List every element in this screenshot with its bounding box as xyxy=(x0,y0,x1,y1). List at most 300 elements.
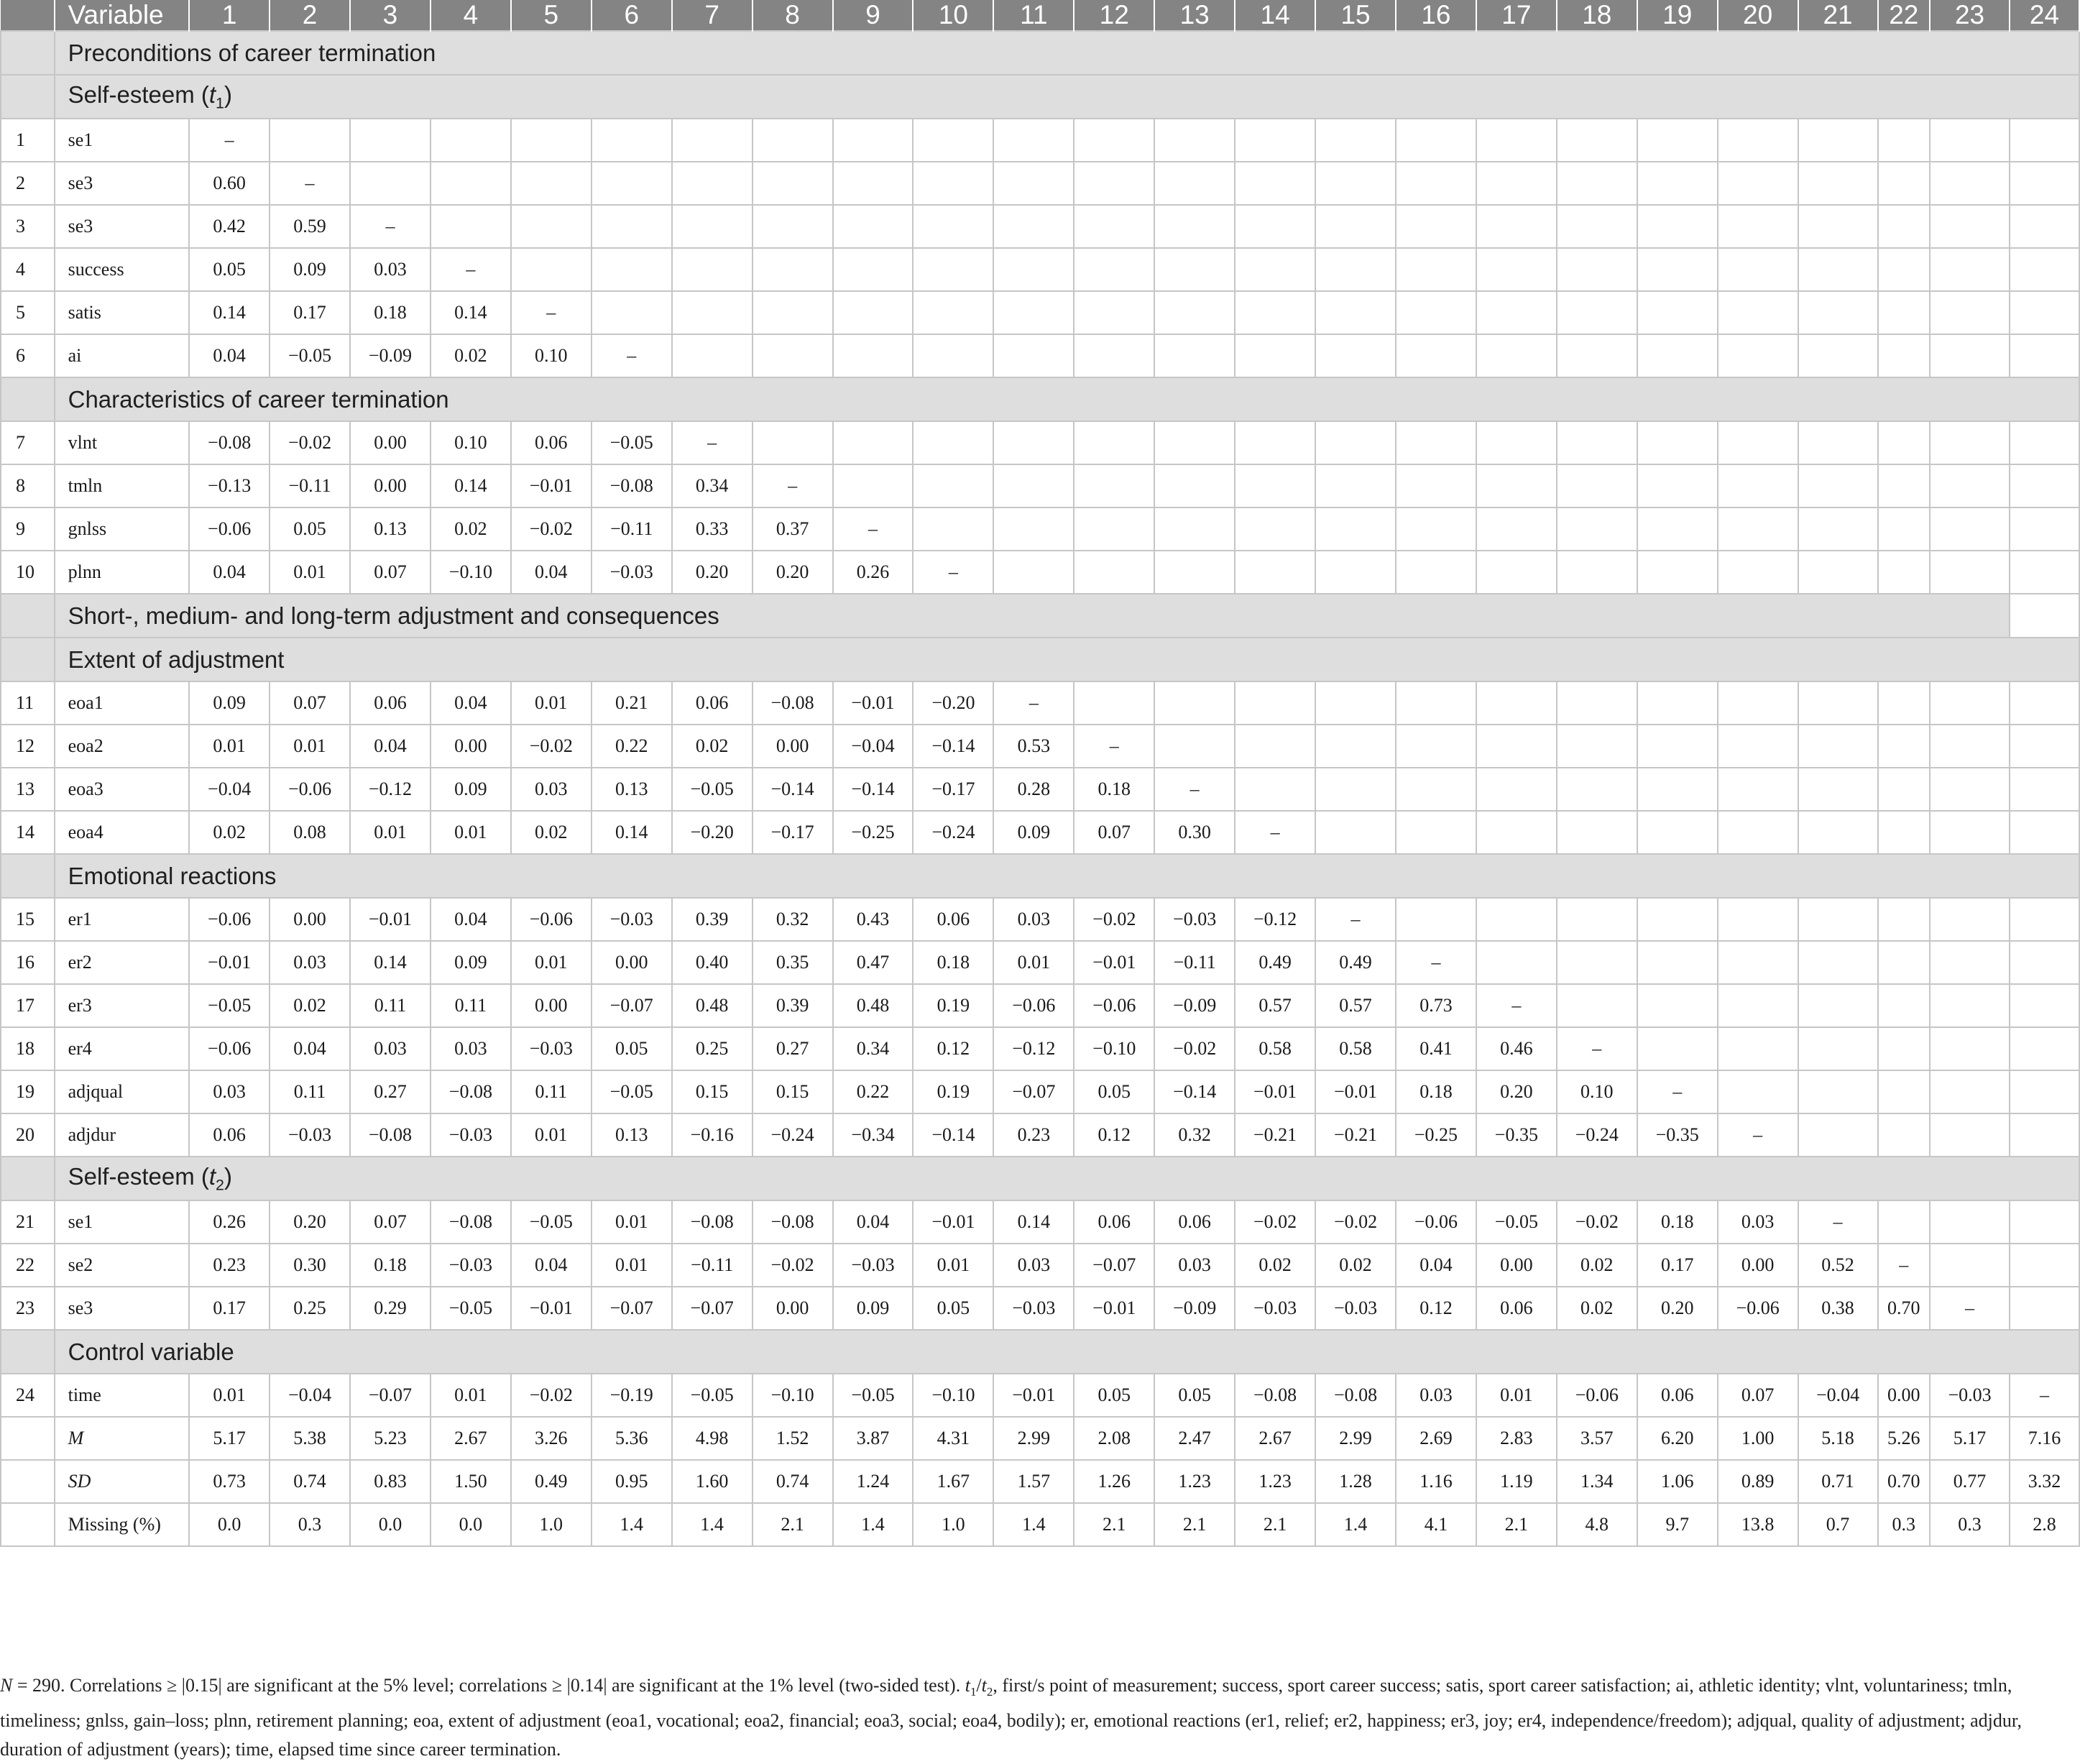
value-cell: 0.01 xyxy=(511,681,592,725)
value-cell xyxy=(1718,984,1798,1027)
section-title: Self-esteem ( xyxy=(68,81,209,108)
value-cell xyxy=(1798,205,1878,248)
section-title: Control variable xyxy=(68,1338,234,1365)
value-cell: 0.06 xyxy=(350,681,431,725)
value-cell xyxy=(1476,421,1557,464)
value-cell: 0.26 xyxy=(189,1200,270,1244)
value-cell xyxy=(1798,984,1878,1027)
value-cell xyxy=(753,291,833,334)
value-cell: −0.35 xyxy=(1637,1113,1718,1157)
value-cell: 0.42 xyxy=(189,205,270,248)
section-row xyxy=(1,1330,2079,1374)
value-cell: −0.16 xyxy=(672,1113,753,1157)
value-cell xyxy=(1930,768,2010,811)
variable-name: se1 xyxy=(55,119,190,162)
value-cell: 0.01 xyxy=(511,1113,592,1157)
value-cell: 2.69 xyxy=(1396,1417,1476,1460)
value-cell xyxy=(1074,162,1154,205)
value-cell: – xyxy=(1798,1200,1878,1244)
section-header xyxy=(55,31,2079,75)
value-cell xyxy=(1930,291,2010,334)
table-row xyxy=(1,725,2079,768)
value-cell: 0.03 xyxy=(270,941,350,984)
value-cell xyxy=(1798,421,1878,464)
value-cell xyxy=(1315,291,1396,334)
table-row xyxy=(1,551,2079,594)
value-cell xyxy=(993,119,1074,162)
value-cell xyxy=(1798,1070,1878,1113)
section-title: Self-esteem ( xyxy=(68,1162,209,1190)
value-cell: −0.11 xyxy=(1154,941,1235,984)
value-cell xyxy=(1637,681,1718,725)
value-cell xyxy=(592,162,672,205)
section-blank xyxy=(1,638,55,681)
value-cell: 0.02 xyxy=(1315,1244,1396,1287)
value-cell: −0.13 xyxy=(189,464,270,507)
value-cell: 0.06 xyxy=(1637,1374,1718,1417)
table-row xyxy=(1,119,2079,162)
value-cell xyxy=(1235,334,1315,377)
value-cell xyxy=(1476,681,1557,725)
value-cell: 0.23 xyxy=(189,1244,270,1287)
value-cell xyxy=(1154,681,1235,725)
value-cell: −0.05 xyxy=(672,1374,753,1417)
value-cell: −0.01 xyxy=(511,1287,592,1330)
value-cell xyxy=(1396,551,1476,594)
table-row xyxy=(1,898,2079,941)
section-title: Emotional reactions xyxy=(68,862,277,889)
value-cell: −0.04 xyxy=(1798,1374,1878,1417)
value-cell xyxy=(1235,464,1315,507)
value-cell: 0.20 xyxy=(672,551,753,594)
value-cell: −0.07 xyxy=(993,1070,1074,1113)
value-cell: −0.21 xyxy=(1315,1113,1396,1157)
value-cell xyxy=(511,119,592,162)
footnote-t2: t xyxy=(981,1675,987,1696)
value-cell: −0.08 xyxy=(753,1200,833,1244)
value-cell: −0.01 xyxy=(350,898,431,941)
value-cell xyxy=(1798,248,1878,291)
value-cell: 0.59 xyxy=(270,205,350,248)
value-cell: −0.01 xyxy=(1074,1287,1154,1330)
value-cell xyxy=(1878,811,1931,854)
value-cell xyxy=(1930,248,2010,291)
variable-name: eoa1 xyxy=(55,681,190,725)
table-row xyxy=(1,1200,2079,1244)
value-cell: −0.03 xyxy=(431,1244,511,1287)
header-col-5: 5 xyxy=(511,0,592,31)
value-cell xyxy=(511,162,592,205)
value-cell xyxy=(833,248,914,291)
value-cell xyxy=(913,248,993,291)
value-cell xyxy=(833,205,914,248)
header-col-3: 3 xyxy=(350,0,431,31)
value-cell: 5.38 xyxy=(270,1417,350,1460)
value-cell xyxy=(1798,768,1878,811)
section-blank xyxy=(1,377,55,421)
header-blank xyxy=(1,0,55,31)
variable-name: time xyxy=(55,1374,190,1417)
value-cell: 0.41 xyxy=(1396,1027,1476,1070)
value-cell xyxy=(592,291,672,334)
value-cell: 0.18 xyxy=(350,1244,431,1287)
value-cell: 0.05 xyxy=(1074,1070,1154,1113)
value-cell: −0.06 xyxy=(1557,1374,1637,1417)
table-row xyxy=(1,1503,2079,1546)
value-cell xyxy=(592,205,672,248)
value-cell: −0.25 xyxy=(1396,1113,1476,1157)
section-time-symbol: t xyxy=(208,81,216,108)
value-cell: −0.10 xyxy=(753,1374,833,1417)
value-cell: 0.14 xyxy=(993,1200,1074,1244)
row-number: 6 xyxy=(1,334,55,377)
value-cell xyxy=(1235,119,1315,162)
value-cell: 0.18 xyxy=(350,291,431,334)
header-col-7: 7 xyxy=(672,0,753,31)
value-cell xyxy=(1878,205,1931,248)
value-cell: −0.02 xyxy=(1074,898,1154,941)
row-number: 24 xyxy=(1,1374,55,1417)
value-cell xyxy=(1637,1027,1718,1070)
section-row xyxy=(1,854,2079,898)
value-cell xyxy=(1557,291,1637,334)
value-cell xyxy=(1878,1027,1931,1070)
value-cell: 0.03 xyxy=(350,248,431,291)
value-cell: 0.22 xyxy=(592,725,672,768)
value-cell: −0.03 xyxy=(1154,898,1235,941)
value-cell: −0.08 xyxy=(1235,1374,1315,1417)
value-cell xyxy=(1798,507,1878,551)
value-cell xyxy=(1930,725,2010,768)
section-blank xyxy=(1,31,55,75)
variable-name: er2 xyxy=(55,941,190,984)
value-cell xyxy=(1315,464,1396,507)
value-cell xyxy=(1637,725,1718,768)
value-cell: 2.1 xyxy=(1154,1503,1235,1546)
value-cell xyxy=(672,119,753,162)
value-cell xyxy=(672,162,753,205)
value-cell xyxy=(753,248,833,291)
value-cell: 0.03 xyxy=(511,768,592,811)
value-cell: −0.05 xyxy=(1476,1200,1557,1244)
table-row xyxy=(1,811,2079,854)
value-cell: 0.05 xyxy=(1154,1374,1235,1417)
value-cell: 7.16 xyxy=(2010,1417,2079,1460)
value-cell xyxy=(1798,1113,1878,1157)
table-row xyxy=(1,291,2079,334)
value-cell xyxy=(672,334,753,377)
value-cell xyxy=(1798,162,1878,205)
header-col-11: 11 xyxy=(993,0,1074,31)
value-cell xyxy=(753,119,833,162)
value-cell: −0.08 xyxy=(431,1200,511,1244)
value-cell: 0.00 xyxy=(753,725,833,768)
value-cell: 0.58 xyxy=(1315,1027,1396,1070)
value-cell xyxy=(592,248,672,291)
value-cell: – xyxy=(1637,1070,1718,1113)
value-cell xyxy=(1315,551,1396,594)
row-number: 18 xyxy=(1,1027,55,1070)
value-cell xyxy=(1154,507,1235,551)
value-cell: 0.07 xyxy=(350,1200,431,1244)
value-cell: 0.29 xyxy=(350,1287,431,1330)
value-cell: −0.25 xyxy=(833,811,914,854)
value-cell xyxy=(1718,681,1798,725)
table-row xyxy=(1,205,2079,248)
section-row xyxy=(1,1157,2079,1200)
value-cell: 4.1 xyxy=(1396,1503,1476,1546)
value-cell xyxy=(1798,811,1878,854)
value-cell xyxy=(2010,1244,2079,1287)
value-cell: – xyxy=(270,162,350,205)
value-cell: −0.08 xyxy=(672,1200,753,1244)
value-cell: −0.01 xyxy=(993,1374,1074,1417)
value-cell xyxy=(1315,768,1396,811)
row-number: 1 xyxy=(1,119,55,162)
value-cell xyxy=(2010,1113,2079,1157)
value-cell xyxy=(1878,464,1931,507)
value-cell xyxy=(1798,464,1878,507)
section-blank xyxy=(1,1157,55,1200)
value-cell: 4.8 xyxy=(1557,1503,1637,1546)
header-col-4: 4 xyxy=(431,0,511,31)
section-close-paren: ) xyxy=(224,1162,232,1190)
value-cell: 0.30 xyxy=(270,1244,350,1287)
value-cell: 0.08 xyxy=(270,811,350,854)
value-cell: −0.07 xyxy=(592,1287,672,1330)
value-cell: 0.04 xyxy=(511,551,592,594)
value-cell: −0.08 xyxy=(592,464,672,507)
header-col-14: 14 xyxy=(1235,0,1315,31)
row-number: 21 xyxy=(1,1200,55,1244)
value-cell: 0.20 xyxy=(1476,1070,1557,1113)
value-cell: −0.12 xyxy=(993,1027,1074,1070)
value-cell xyxy=(1930,507,2010,551)
row-number xyxy=(1,1417,55,1460)
header-col-10: 10 xyxy=(913,0,993,31)
value-cell: 0.01 xyxy=(511,941,592,984)
value-cell xyxy=(1074,551,1154,594)
value-cell: −0.34 xyxy=(833,1113,914,1157)
value-cell xyxy=(672,291,753,334)
table-row xyxy=(1,1460,2079,1503)
header-col-15: 15 xyxy=(1315,0,1396,31)
value-cell xyxy=(913,291,993,334)
value-cell xyxy=(993,551,1074,594)
value-cell: 0.04 xyxy=(431,681,511,725)
value-cell: −0.01 xyxy=(511,464,592,507)
value-cell: 0.00 xyxy=(1718,1244,1798,1287)
value-cell: – xyxy=(511,291,592,334)
value-cell: −0.07 xyxy=(350,1374,431,1417)
table-row xyxy=(1,421,2079,464)
value-cell: 0.00 xyxy=(350,464,431,507)
value-cell: 0.02 xyxy=(1557,1287,1637,1330)
value-cell xyxy=(1396,205,1476,248)
value-cell: −0.06 xyxy=(993,984,1074,1027)
value-cell xyxy=(1557,421,1637,464)
header-col-19: 19 xyxy=(1637,0,1718,31)
value-cell: −0.06 xyxy=(511,898,592,941)
value-cell: 0.18 xyxy=(1396,1070,1476,1113)
value-cell: −0.14 xyxy=(913,1113,993,1157)
value-cell xyxy=(1154,119,1235,162)
value-cell: 0.49 xyxy=(511,1460,592,1503)
value-cell: 0.03 xyxy=(350,1027,431,1070)
value-cell: −0.02 xyxy=(753,1244,833,1287)
value-cell: −0.01 xyxy=(1235,1070,1315,1113)
table-row xyxy=(1,984,2079,1027)
value-cell xyxy=(1476,507,1557,551)
value-cell: −0.04 xyxy=(189,768,270,811)
value-cell xyxy=(1637,162,1718,205)
value-cell: 0.17 xyxy=(189,1287,270,1330)
value-cell: −0.12 xyxy=(350,768,431,811)
value-cell xyxy=(1718,551,1798,594)
value-cell: 0.02 xyxy=(511,811,592,854)
value-cell xyxy=(993,291,1074,334)
value-cell: −0.09 xyxy=(350,334,431,377)
value-cell xyxy=(1315,811,1396,854)
value-cell: 0.18 xyxy=(913,941,993,984)
value-cell xyxy=(1878,725,1931,768)
value-cell: −0.14 xyxy=(1154,1070,1235,1113)
value-cell: −0.02 xyxy=(1315,1200,1396,1244)
value-cell: 2.1 xyxy=(753,1503,833,1546)
value-cell xyxy=(833,334,914,377)
value-cell: −0.03 xyxy=(511,1027,592,1070)
value-cell xyxy=(1476,334,1557,377)
value-cell: 1.60 xyxy=(672,1460,753,1503)
header-col-1: 1 xyxy=(189,0,270,31)
value-cell: – xyxy=(672,421,753,464)
value-cell: 0.26 xyxy=(833,551,914,594)
value-cell xyxy=(1396,725,1476,768)
value-cell: −0.03 xyxy=(431,1113,511,1157)
value-cell: 0.83 xyxy=(350,1460,431,1503)
value-cell xyxy=(1396,291,1476,334)
value-cell xyxy=(1557,551,1637,594)
value-cell: 0.17 xyxy=(1637,1244,1718,1287)
value-cell: 3.57 xyxy=(1557,1417,1637,1460)
value-cell xyxy=(1476,248,1557,291)
value-cell: – xyxy=(431,248,511,291)
value-cell xyxy=(1154,725,1235,768)
value-cell: −0.11 xyxy=(672,1244,753,1287)
value-cell xyxy=(1930,984,2010,1027)
value-cell xyxy=(2010,681,2079,725)
value-cell xyxy=(1154,334,1235,377)
value-cell: −0.03 xyxy=(993,1287,1074,1330)
value-cell xyxy=(1235,205,1315,248)
header-col-16: 16 xyxy=(1396,0,1476,31)
value-cell xyxy=(1798,119,1878,162)
section-blank xyxy=(1,1330,55,1374)
value-cell xyxy=(431,119,511,162)
value-cell xyxy=(2010,205,2079,248)
value-cell: 0.01 xyxy=(270,725,350,768)
table-row xyxy=(1,464,2079,507)
value-cell xyxy=(1930,1070,2010,1113)
value-cell xyxy=(1315,334,1396,377)
value-cell xyxy=(1396,421,1476,464)
value-cell xyxy=(2010,941,2079,984)
value-cell: −0.07 xyxy=(592,984,672,1027)
value-cell: 0.0 xyxy=(431,1503,511,1546)
value-cell xyxy=(2010,464,2079,507)
value-cell: – xyxy=(1878,1244,1931,1287)
value-cell: −0.05 xyxy=(270,334,350,377)
value-cell: 1.57 xyxy=(993,1460,1074,1503)
value-cell xyxy=(1557,811,1637,854)
value-cell: 0.04 xyxy=(511,1244,592,1287)
section-header xyxy=(55,1157,2079,1200)
value-cell: 0.02 xyxy=(1557,1244,1637,1287)
value-cell: 1.23 xyxy=(1154,1460,1235,1503)
value-cell: – xyxy=(1930,1287,2010,1330)
value-cell: −0.03 xyxy=(1315,1287,1396,1330)
value-cell xyxy=(1637,768,1718,811)
section-header xyxy=(55,1330,2079,1374)
value-cell: 0.53 xyxy=(993,725,1074,768)
row-number: 4 xyxy=(1,248,55,291)
value-cell xyxy=(511,205,592,248)
value-cell: 0.10 xyxy=(511,334,592,377)
value-cell: 0.43 xyxy=(833,898,914,941)
value-cell xyxy=(1878,898,1931,941)
value-cell: −0.05 xyxy=(189,984,270,1027)
header-col-20: 20 xyxy=(1718,0,1798,31)
value-cell xyxy=(1718,205,1798,248)
value-cell: 0.00 xyxy=(431,725,511,768)
value-cell: 0.01 xyxy=(993,941,1074,984)
value-cell: −0.09 xyxy=(1154,984,1235,1027)
value-cell: −0.21 xyxy=(1235,1113,1315,1157)
value-cell: −0.06 xyxy=(189,898,270,941)
value-cell xyxy=(1235,725,1315,768)
section-blank xyxy=(1,854,55,898)
value-cell: 0.27 xyxy=(753,1027,833,1070)
value-cell: −0.06 xyxy=(189,507,270,551)
section-row xyxy=(1,638,2079,681)
variable-name: se3 xyxy=(55,1287,190,1330)
value-cell xyxy=(2010,1200,2079,1244)
value-cell: 1.4 xyxy=(1315,1503,1396,1546)
value-cell xyxy=(1557,162,1637,205)
value-cell xyxy=(2010,1027,2079,1070)
value-cell xyxy=(1878,291,1931,334)
table-row xyxy=(1,681,2079,725)
table-row xyxy=(1,248,2079,291)
value-cell xyxy=(2010,162,2079,205)
row-number xyxy=(1,1460,55,1503)
value-cell: 0.00 xyxy=(350,421,431,464)
value-cell xyxy=(1718,725,1798,768)
variable-name: adjdur xyxy=(55,1113,190,1157)
value-cell: −0.24 xyxy=(753,1113,833,1157)
value-cell: 0.40 xyxy=(672,941,753,984)
value-cell: −0.04 xyxy=(833,725,914,768)
value-cell xyxy=(270,119,350,162)
value-cell: – xyxy=(2010,1374,2079,1417)
value-cell xyxy=(1930,1027,2010,1070)
row-number: 11 xyxy=(1,681,55,725)
value-cell: 0.06 xyxy=(1154,1200,1235,1244)
value-cell: 4.98 xyxy=(672,1417,753,1460)
table-row xyxy=(1,1113,2079,1157)
section-title: Extent of adjustment xyxy=(68,646,285,673)
value-cell xyxy=(1930,334,2010,377)
